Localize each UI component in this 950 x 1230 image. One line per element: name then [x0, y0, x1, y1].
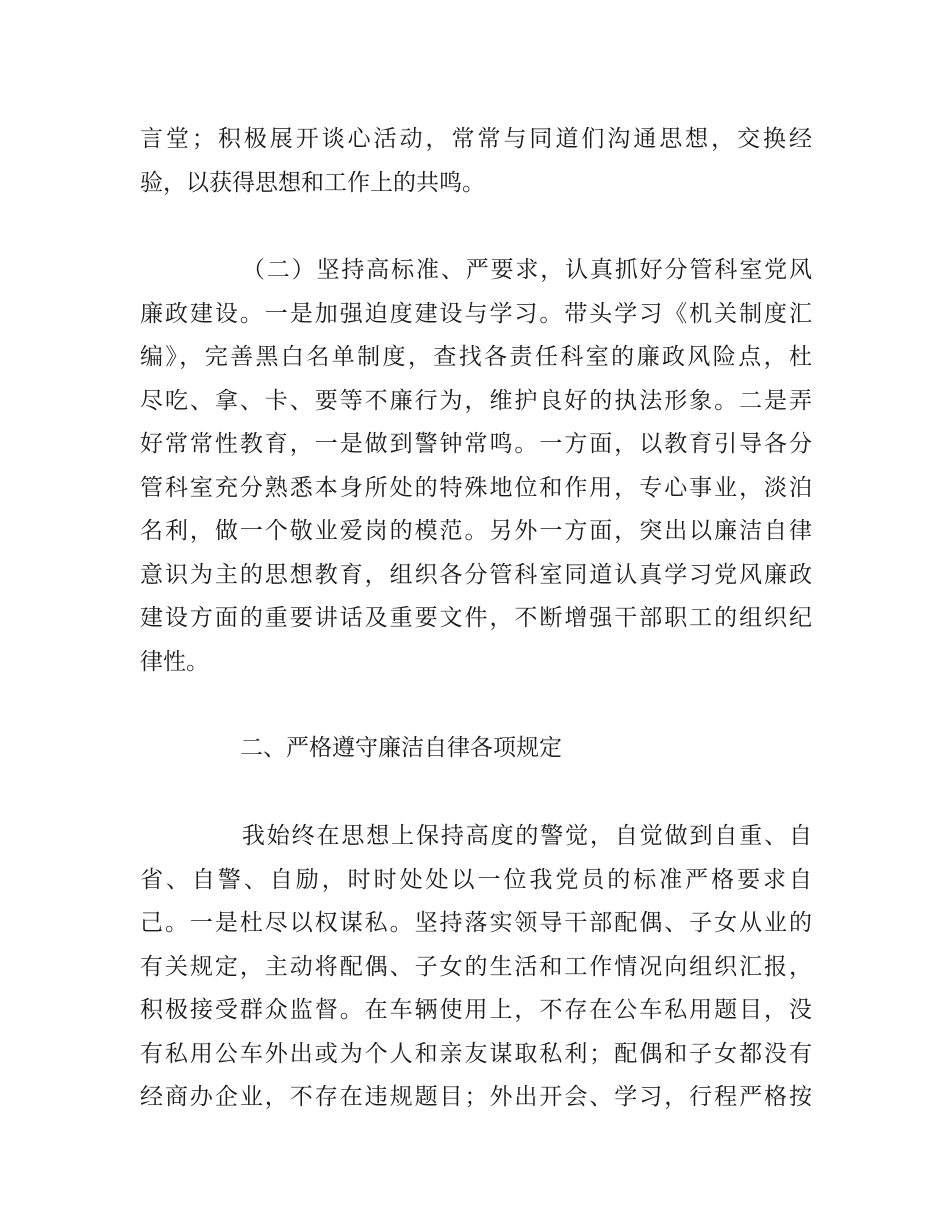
- text-line: 有私用公车外出或为个人和亲友谋取私利；配偶和子女都没有: [140, 1040, 812, 1067]
- text-line-content: 我始终在思想上保持高度的警觉，自觉做到自重、自: [240, 823, 812, 849]
- text-line: 好常常性教育，一是做到警钟常鸣。一方面，以教育引导各分: [140, 431, 812, 457]
- text-line: 积极接受群众监督。在车辆使用上，不存在公车私用题目，没: [140, 997, 812, 1023]
- text-line: 名利，做一个敬业爱岗的模范。另外一方面，突出以廉洁自律: [140, 518, 812, 544]
- text-line-first: [140, 815, 812, 859]
- text-line: 意识为主的思想教育，组织各分管科室同道认真学习党风廉政: [140, 561, 812, 588]
- text-line: 有关规定，主动将配偶、子女的生活和工作情况向组织汇报，: [140, 953, 812, 980]
- text-line: 言堂；积极展开谈心活动，常常与同道们沟通思想，交换经: [140, 126, 812, 152]
- text-line: 己。一是杜尽以权谋私。坚持落实领导干部配偶、子女从业的: [140, 910, 812, 936]
- text-line: 廉政建设。一是加强迫度建设与学习。带头学习《机关制度汇: [140, 300, 812, 327]
- text-line: 建设方面的重要讲话及重要文件，不断增强干部职工的组织纪: [140, 605, 812, 631]
- text-line: 编》，完善黑白名单制度，查找各责任科室的廉政风险点，杜: [140, 344, 812, 370]
- text-line: 管科室充分熟悉本身所处的特殊地位和作用，专心事业，淡泊: [140, 474, 812, 501]
- paragraph-continuation: [140, 118, 812, 205]
- text-line: 省、自警、自励，时时处处以一位我党员的标准严格要求自: [140, 866, 812, 893]
- paragraph-section-2: [140, 249, 812, 684]
- section-heading: [140, 727, 812, 771]
- text-line-content: （二）坚持高标准、严要求，认真抓好分管科室党风: [240, 257, 812, 283]
- text-line: 律性。: [140, 648, 209, 675]
- text-line: 尽吃、拿、卡、要等不廉行为，维护良好的执法形象。二是弄: [140, 387, 812, 414]
- paragraph-section-3: [140, 815, 812, 1120]
- text-line: 经商办企业，不存在违规题目；外出开会、学习，行程严格按: [140, 1084, 812, 1110]
- text-line: 验，以获得思想和工作上的共鸣。: [140, 169, 485, 196]
- text-line-first: [140, 249, 812, 293]
- heading-line: [140, 727, 812, 771]
- heading-text: 二、严格遵守廉洁自律各项规定: [240, 735, 562, 761]
